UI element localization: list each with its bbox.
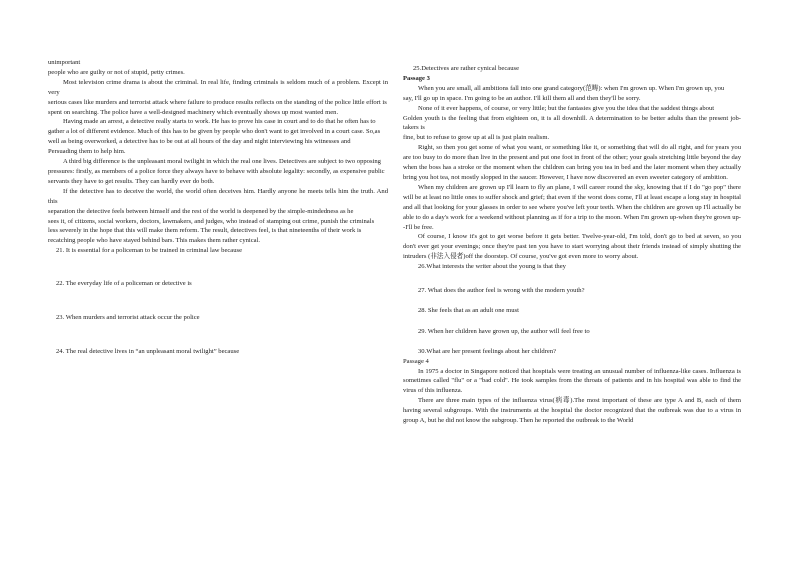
text-line: people who are guilty or not of stupid, petty crimes. — [48, 68, 185, 76]
question-23: 23. When murders and terrorist attack occur the police — [56, 314, 200, 322]
text-line: separation the detective feels between himself and the rest of the world is deepened by the simple-mindedness as he — [48, 207, 354, 215]
text-line: well as being overworked, a detective has to be out at all hours of the day and night interviewing his witnesses and — [48, 138, 351, 146]
text-line: Golden youth is the feeling that from eighteen on, it is all downhill. A determination to be better adults than the present job-takers is — [403, 114, 741, 132]
paragraph: None of it ever happens, of course, or very little; but the fantasies give you the idea that the saddest things about — [418, 104, 715, 112]
text-line: say, I'll go up in space. I'm going to be an author. I'll kill them all and then they'll be sorry. — [403, 94, 641, 102]
question-24: 24. The real detective lives in “an unpleasant moral twilight” because — [56, 347, 240, 355]
paragraph: If the detective has to deceive the world, the world often deceives him. Hardly anyone he meets tells him the truth. And this — [48, 187, 388, 205]
text-line: servants they have to get results. They can hardly ever do both. — [48, 177, 215, 185]
paragraph: Of course, I know it's got to get worse before it gets better. Twelve-year-old, I'm told, don't go to bed at seven, so you don't ever get your evenings; once they're past ten you have to start worrying about their friends instead of simply shutting the intruders (非法入侵者)off the doorstep. Of course, you've got even more to worry about. — [403, 233, 741, 261]
text-line: fine, but to refuse to grow up at all is just plain realism. — [403, 134, 550, 142]
passage-4-title: Passage 4 — [403, 357, 429, 365]
text-line: recatching people who have stayed behind bars. This makes them rather cynical. — [48, 237, 261, 245]
question-22: 22. The everyday life of a policeman or detective is — [56, 280, 192, 288]
question-29: 29. When her children have grown up, the author will feel free to — [418, 327, 590, 335]
text-line: gather a lot of different evidence. Much of this has to be given by people who don't want to get involved in a court case. So,as — [48, 128, 381, 136]
paragraph: Right, so then you get some of what you want, or something like it, or something that will do all right, and for years you are too busy to do more than live in the present and put one foot in front of the other; your goals stretching little beyond the day when the boss has a stroke or the moment when the children can bring you tea in bed and the later moment when they actually bring you hot tea, not mostly slopped in the saucer. However, I have now discovered an even sweeter category of ambition. — [403, 144, 741, 181]
text-line: spent on searching. The police have a well-designed machinery which eventually shows up most wanted men. — [48, 108, 339, 116]
paragraph: There are three main types of the influenza virus(病毒).The most important of these are type A and B, each of them having several subgroups. With the instruments at the hospital the doctor recognized that the outbreak was due to a virus in group A, but he did not know the subgroup. Then he reported the outbreak to the World — [403, 397, 741, 425]
passage-3-title: Passage 3 — [403, 74, 430, 82]
text-line: pressures: firstly, as members of a police force they always have to behave with absolute legality: secondly, as expensive public — [48, 167, 385, 175]
paragraph: When you are small, all ambitions fall into one grand category(范畴): when I'm grown up. When I'm grown up, you — [418, 84, 725, 92]
paragraph: A third big difference is the unpleasant moral twilight in which the real one lives. Detectives are subject to two opposing — [63, 158, 381, 166]
question-21: 21. It is essential for a policeman to be trained in criminal law because — [56, 247, 243, 255]
paragraph: When my children are grown up I'll learn to fly an plane, I will career round the sky, knowing that if I do "go pop" there will be at least no little ones to suffer shock and grief; that even if the worst does come, I'll at least escape a long stay in hospital and all that looking for your glasses in order to see where you've left your teeth. When the children are grown up I'll actually be able to do a day's work for a weekend without planning as if for a trip to the moon. When I'm grown up-when they're grown up--I'll be free. — [403, 183, 741, 231]
text-line: unimportant — [48, 59, 81, 66]
text-line: serious cases like murders and terrorist attack where failure to produce results reflects on the standing of the police little effort is — [48, 98, 387, 106]
question-26: 26.What interests the writer about the young is that they — [418, 263, 566, 271]
text-line: Persuading them to help him. — [48, 148, 126, 156]
text-line: less severely in the hope that this will make them reform. The result, detectives feel, is that nineteenths of their work is — [48, 227, 362, 235]
question-28: 28. She feels that as an adult one must — [418, 306, 519, 314]
right-column — [403, 64, 741, 426]
question-27: 27. What does the author feel is wrong with the modern youth? — [418, 287, 585, 295]
question-30: 30.What are her present feelings about her children? — [418, 347, 557, 355]
paragraph: Having made an arrest, a detective really starts to work. He has to prove his case in court and to do that he often has to — [63, 118, 376, 126]
question-25: 25.Detectives are rather cynical because — [413, 65, 519, 72]
paragraph: Most television crime drama is about the criminal. In real life, finding criminals is seldom much of a problem. Except in very — [48, 78, 388, 96]
text-line: sees it, of citizens, social workers, doctors, lawmakers, and judges, who instead of stamping out crime, punish the criminals — [48, 217, 375, 225]
paragraph: In 1975 a doctor in Singapore noticed that hospitals were treating an unusual number of influenza-like cases. Influenza is sometimes called "flu" or a "bad cold". He took samples from the throats of patients and in his hospital was able to find the virus of this influenza. — [403, 367, 741, 395]
left-column — [48, 58, 388, 357]
